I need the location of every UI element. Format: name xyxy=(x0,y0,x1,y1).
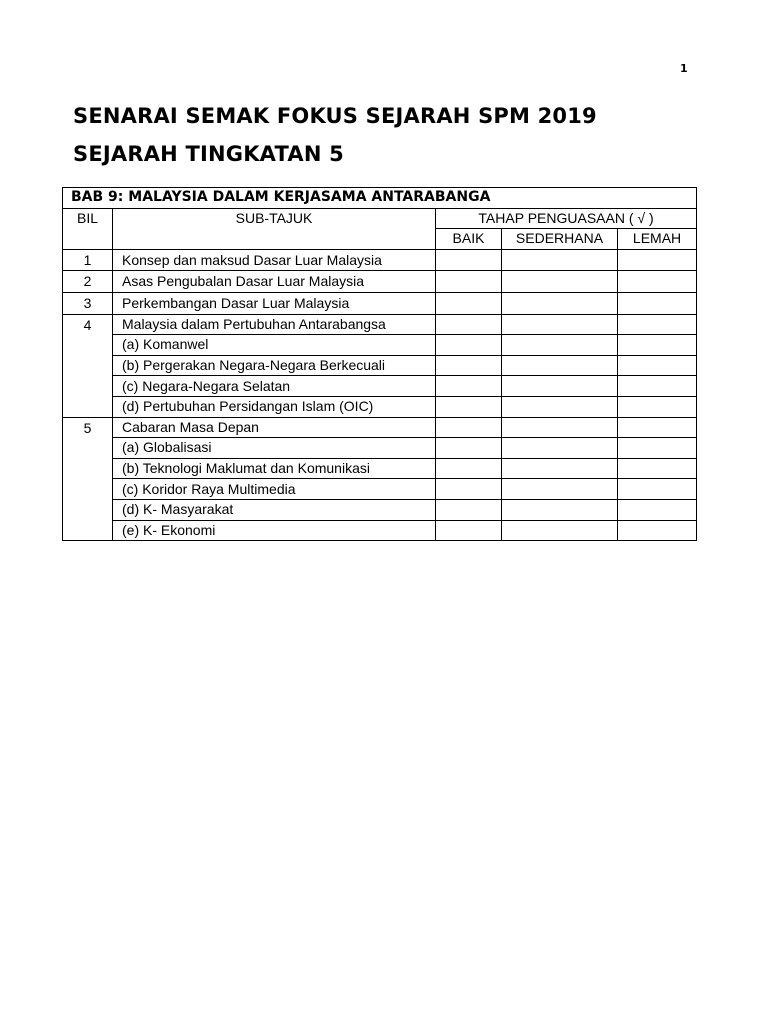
lemah-checkbox-cell[interactable] xyxy=(618,376,697,397)
baik-checkbox-cell[interactable] xyxy=(436,499,502,520)
lemah-checkbox-cell[interactable] xyxy=(618,249,697,271)
table-row xyxy=(63,458,697,479)
table-row xyxy=(63,396,697,417)
chapter-heading: BAB 9: MALAYSIA DALAM KERJASAMA ANTARABANGA xyxy=(63,188,697,209)
baik-checkbox-cell[interactable] xyxy=(436,417,502,438)
sub-tajuk-cell: Konsep dan maksud Dasar Luar Malaysia xyxy=(113,249,436,271)
baik-checkbox-cell[interactable] xyxy=(436,271,502,293)
sub-tajuk-cell: (b) Teknologi Maklumat dan Komunikasi xyxy=(113,458,436,479)
baik-checkbox-cell[interactable] xyxy=(436,376,502,397)
baik-checkbox-cell[interactable] xyxy=(436,438,502,459)
sederhana-checkbox-cell[interactable] xyxy=(502,271,618,293)
page-title: SENARAI SEMAK FOKUS SEJARAH SPM 2019 xyxy=(73,104,597,128)
baik-checkbox-cell[interactable] xyxy=(436,396,502,417)
sederhana-checkbox-cell[interactable] xyxy=(502,438,618,459)
sederhana-checkbox-cell[interactable] xyxy=(502,335,618,356)
sederhana-checkbox-cell[interactable] xyxy=(502,417,618,438)
baik-checkbox-cell[interactable] xyxy=(436,335,502,356)
table-row xyxy=(63,520,697,541)
sub-tajuk-cell: (c) Koridor Raya Multimedia xyxy=(113,479,436,500)
lemah-checkbox-cell[interactable] xyxy=(618,458,697,479)
header-row xyxy=(63,208,697,229)
baik-checkbox-cell[interactable] xyxy=(436,458,502,479)
sederhana-checkbox-cell[interactable] xyxy=(502,520,618,541)
header-baik: BAIK xyxy=(436,229,502,250)
table-row xyxy=(63,335,697,356)
lemah-checkbox-cell[interactable] xyxy=(618,292,697,314)
sub-tajuk-cell: (d) K- Masyarakat xyxy=(113,499,436,520)
sub-tajuk-cell: Asas Pengubalan Dasar Luar Malaysia xyxy=(113,271,436,293)
sederhana-checkbox-cell[interactable] xyxy=(502,479,618,500)
header-sub-tajuk: SUB-TAJUK xyxy=(113,208,436,249)
table-row xyxy=(63,417,697,438)
lemah-checkbox-cell[interactable] xyxy=(618,335,697,356)
bil-cell: 4 xyxy=(63,314,113,417)
sederhana-checkbox-cell[interactable] xyxy=(502,292,618,314)
checklist-table xyxy=(62,187,697,541)
lemah-checkbox-cell[interactable] xyxy=(618,438,697,459)
sub-tajuk-cell: Perkembangan Dasar Luar Malaysia xyxy=(113,292,436,314)
table-row xyxy=(63,249,697,271)
page-number: 1 xyxy=(680,62,688,75)
chapter-heading-row xyxy=(63,188,697,209)
lemah-checkbox-cell[interactable] xyxy=(618,314,697,335)
bil-cell: 2 xyxy=(63,271,113,293)
lemah-checkbox-cell[interactable] xyxy=(618,520,697,541)
table-row xyxy=(63,376,697,397)
page-subtitle: SEJARAH TINGKATAN 5 xyxy=(73,142,344,166)
baik-checkbox-cell[interactable] xyxy=(436,520,502,541)
sub-tajuk-cell: (d) Pertubuhan Persidangan Islam (OIC) xyxy=(113,396,436,417)
table-row xyxy=(63,314,697,335)
baik-checkbox-cell[interactable] xyxy=(436,479,502,500)
lemah-checkbox-cell[interactable] xyxy=(618,396,697,417)
baik-checkbox-cell[interactable] xyxy=(436,314,502,335)
table-row xyxy=(63,479,697,500)
lemah-checkbox-cell[interactable] xyxy=(618,499,697,520)
table-row xyxy=(63,499,697,520)
lemah-checkbox-cell[interactable] xyxy=(618,417,697,438)
header-lemah: LEMAH xyxy=(618,229,697,250)
header-tahap-penguasaan: TAHAP PENGUASAAN ( √ ) xyxy=(436,208,697,229)
bil-cell: 5 xyxy=(63,417,113,541)
sub-tajuk-cell: (e) K- Ekonomi xyxy=(113,520,436,541)
sub-tajuk-cell: (c) Negara-Negara Selatan xyxy=(113,376,436,397)
baik-checkbox-cell[interactable] xyxy=(436,249,502,271)
bil-cell: 1 xyxy=(63,249,113,271)
baik-checkbox-cell[interactable] xyxy=(436,292,502,314)
table-row xyxy=(63,271,697,293)
sederhana-checkbox-cell[interactable] xyxy=(502,376,618,397)
sederhana-checkbox-cell[interactable] xyxy=(502,249,618,271)
sederhana-checkbox-cell[interactable] xyxy=(502,355,618,376)
header-sederhana: SEDERHANA xyxy=(502,229,618,250)
lemah-checkbox-cell[interactable] xyxy=(618,355,697,376)
sederhana-checkbox-cell[interactable] xyxy=(502,458,618,479)
sederhana-checkbox-cell[interactable] xyxy=(502,499,618,520)
baik-checkbox-cell[interactable] xyxy=(436,355,502,376)
sub-tajuk-cell: (a) Komanwel xyxy=(113,335,436,356)
sederhana-checkbox-cell[interactable] xyxy=(502,396,618,417)
bil-cell: 3 xyxy=(63,292,113,314)
sub-tajuk-cell: (a) Globalisasi xyxy=(113,438,436,459)
table-row xyxy=(63,355,697,376)
table-row xyxy=(63,438,697,459)
table-row xyxy=(63,292,697,314)
lemah-checkbox-cell[interactable] xyxy=(618,271,697,293)
sub-tajuk-cell: (b) Pergerakan Negara-Negara Berkecuali xyxy=(113,355,436,376)
sub-tajuk-cell: Cabaran Masa Depan xyxy=(113,417,436,438)
lemah-checkbox-cell[interactable] xyxy=(618,479,697,500)
header-bil: BIL xyxy=(63,208,113,249)
sub-tajuk-cell: Malaysia dalam Pertubuhan Antarabangsa xyxy=(113,314,436,335)
sederhana-checkbox-cell[interactable] xyxy=(502,314,618,335)
